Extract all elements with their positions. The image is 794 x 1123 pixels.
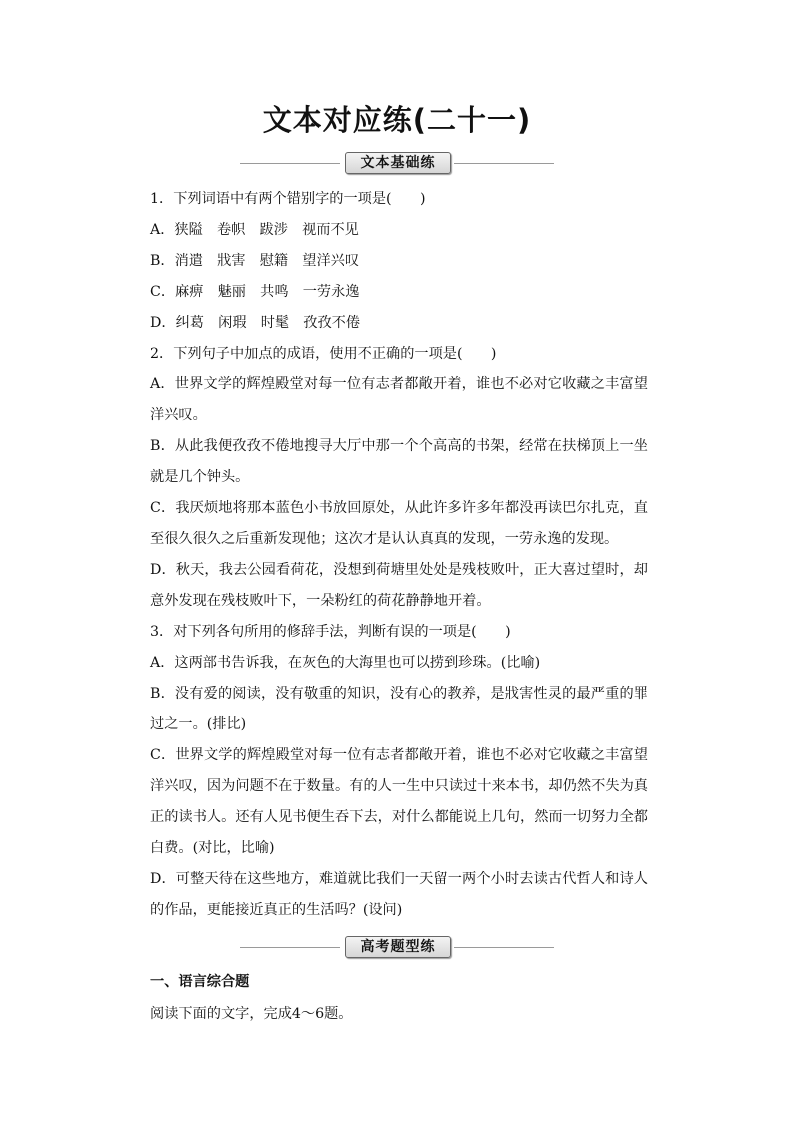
section-badge-basic: 文本基础练 (345, 152, 451, 174)
question-1-option-c: C．麻痹 魅丽 共鸣 一劳永逸 (150, 283, 360, 300)
question-2-stem: 2．下列句子中加点的成语，使用不正确的一项是( ) (150, 345, 497, 362)
divider-line-right (454, 163, 554, 164)
question-3-option-b: B．没有爱的阅读，没有敬重的知识，没有心的教养，是戕害性灵的最严重的罪过之一。(排比) (150, 685, 648, 733)
question-3-option-a: A．这两部书告诉我，在灰色的大海里也可以捞到珍珠。(比喻) (150, 654, 541, 671)
question-list (150, 184, 648, 926)
question-1-option-a: A．狭隘 卷帜 跋涉 视而不见 (150, 221, 359, 238)
question-3-option-d: D．可整天待在这些地方，难道就比我们一天留一两个小时去读古代哲人和诗人的作品，更能接近真正的生活吗？(设问) (150, 870, 648, 918)
question-2-option-b: B．从此我便孜孜不倦地搜寻大厅中那一个个高高的书架，经常在扶梯顶上一坐就是几个钟头。 (150, 438, 648, 486)
divider-line-right (454, 947, 554, 948)
section-divider-basic (240, 152, 554, 174)
question-1-stem: 1．下列词语中有两个错别字的一项是( ) (150, 191, 426, 207)
section-badge-exam: 高考题型练 (345, 936, 451, 958)
question-2-option-d: D．秋天，我去公园看荷花，没想到荷塘里处处是残枝败叶，正大喜过望时，却意外发现在残枝败叶下，一朵粉红的荷花静静地开着。 (150, 561, 648, 609)
exam-section (150, 966, 648, 1030)
part-1-intro: 阅读下面的文字，完成4～6题。 (150, 1006, 353, 1022)
question-3-option-c: C．世界文学的辉煌殿堂对每一位有志者都敞开着，谁也不必对它收藏之丰富望洋兴叹，因为问题不在于数量。有的人一生中只读过十来本书，却仍然不失为真正的读书人。还有人见书便生吞下去，对什么都能说上几句，然而一切努力全都白费。(对比，比喻) (150, 747, 648, 857)
section-divider-exam (240, 936, 554, 958)
question-2-option-a: A．世界文学的辉煌殿堂对每一位有志者都敞开着，谁也不必对它收藏之丰富望洋兴叹。 (150, 376, 648, 424)
question-3-stem: 3．对下列各句所用的修辞手法，判断有误的一项是( ) (150, 623, 511, 640)
question-2-option-c: C．我厌烦地将那本蓝色小书放回原处，从此许多许多年都没再读巴尔扎克，直至很久很久之后重新发现他；这次才是认认真真的发现，一劳永逸的发现。 (150, 500, 648, 547)
divider-line-left (240, 163, 340, 164)
divider-line-left (240, 947, 340, 948)
page-title: 文本对应练(二十一) (262, 103, 532, 137)
question-1-option-d: D．纠葛 闲瑕 时髦 孜孜不倦 (150, 314, 361, 331)
part-1-heading: 一、语言综合题 (150, 974, 250, 990)
question-1-option-b: B．消遣 戕害 慰籍 望洋兴叹 (150, 252, 360, 269)
